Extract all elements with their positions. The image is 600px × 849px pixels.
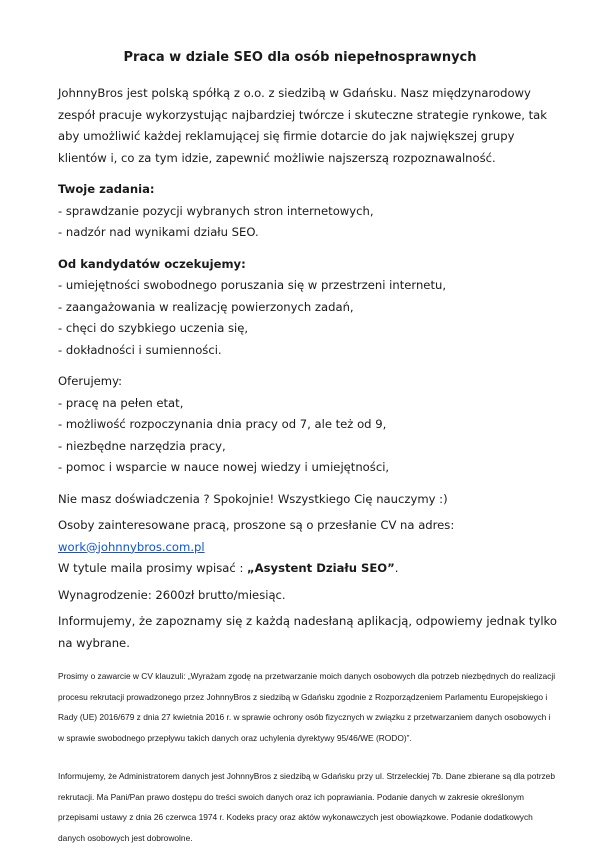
page-title: Praca w dziale SEO dla osób niepełnosprawnych: [123, 50, 477, 65]
tasks-list: [58, 201, 558, 244]
list-item: - chęci do szybkiego uczenia się,: [58, 321, 249, 335]
offer-list: [58, 393, 558, 479]
no-experience-text: Nie masz doświadczenia ? Spokojnie! Wszystkiego Cię nauczymy :): [58, 491, 448, 506]
list-item: - dokładności i sumienności.: [58, 342, 222, 357]
email-link[interactable]: work@johnnybros.com.pl: [58, 539, 205, 554]
apply-text: Osoby zainteresowane pracą, proszone są o przesłanie CV na adres:: [58, 518, 455, 532]
list-item: - sprawdzanie pozycji wybranych stron internetowych,: [58, 203, 374, 218]
document-body: [58, 83, 558, 848]
apply-line: [58, 515, 558, 558]
requirements-heading: Od kandydatów oczekujemy:: [58, 256, 246, 271]
list-item: - nadzór nad wynikami działu SEO.: [58, 225, 259, 239]
tasks-heading: Twoje zadania:: [58, 182, 155, 196]
list-item: - zaangażowania w realizację powierzonych zadań,: [58, 299, 354, 314]
list-item: - pracę na pełen etat,: [58, 395, 184, 410]
info-text: Informujemy, że zapoznamy się z każdą nadesłaną aplikacją, odpowiemy jednak tylko na wybrane.: [58, 614, 557, 650]
intro-paragraph: JohnnyBros jest polską spółką z o.o. z siedzibą w Gdańsku. Nasz międzynarodowy zespół pracuje wykorzystując najbardziej twórcze i skuteczne strategie rynkowe, tak aby umożliwić każdej reklamującej się firmie dotarcie do jak największej grupy klientów i, co za tym idzie, zapewnić możliwie najszerszą rozpoznawalność.: [58, 86, 547, 165]
requirements-list: [58, 275, 558, 361]
list-item: - niezbędne narzędzia pracy,: [58, 438, 226, 453]
list-item: - umiejętności swobodnego poruszania się w przestrzeni internetu,: [58, 278, 447, 292]
list-item: - możliwość rozpoczynania dnia pracy od 7, ale też od 9,: [58, 417, 387, 431]
consent-clause: Prosimy o zawarcie w CV klauzuli: „Wyrażam zgodę na przetwarzanie moich danych osobowych dla potrzeb niezbędnych do realizacji procesu rekrutacji prowadzonego przez JohnnyBros z siedzibą w Gdańsku zgodnie z Rozporządzeniem Parlamentu Europejskiego i Rady (UE) 2016/679 z dnia 27 kwietnia 2016 r. w sprawie ochrony osób fizycznych w związku z przetwarzaniem danych osobowych i w sprawie swobodnego przepływu takich danych oraz uchylenia dyrektywy 95/46/WE (RODO)”.: [58, 671, 556, 743]
subject-prefix: W tytule maila prosimy wpisać :: [58, 561, 248, 575]
subject-text: „Asystent Działu SEO”: [247, 561, 395, 575]
list-item: - pomoc i wsparcie w nauce nowej wiedzy i umiejętności,: [58, 460, 390, 474]
gdpr-notice: Informujemy, że Administratorem danych jest JohnnyBros z siedzibą w Gdańsku przy ul. Strzeleckiej 7b. Dane zbierane są dla potrzeb rekrutacji. Ma Pani/Pan prawo dostępu do treści swoich danych oraz ich poprawiania. Podanie danych w zakresie określonym przepisami ustawy z dnia 26 czerwca 1974 r. Kodeks pracy oraz aktów wykonawczych jest obowiązkowe. Podanie dodatkowych danych osobowych jest dobrowolne.: [58, 771, 555, 843]
offer-heading: Oferujemy:: [58, 374, 123, 388]
subject-line: [58, 558, 558, 580]
subject-suffix: .: [394, 561, 399, 575]
salary-text: Wynagrodzenie: 2600zł brutto/miesiąc.: [58, 587, 286, 602]
